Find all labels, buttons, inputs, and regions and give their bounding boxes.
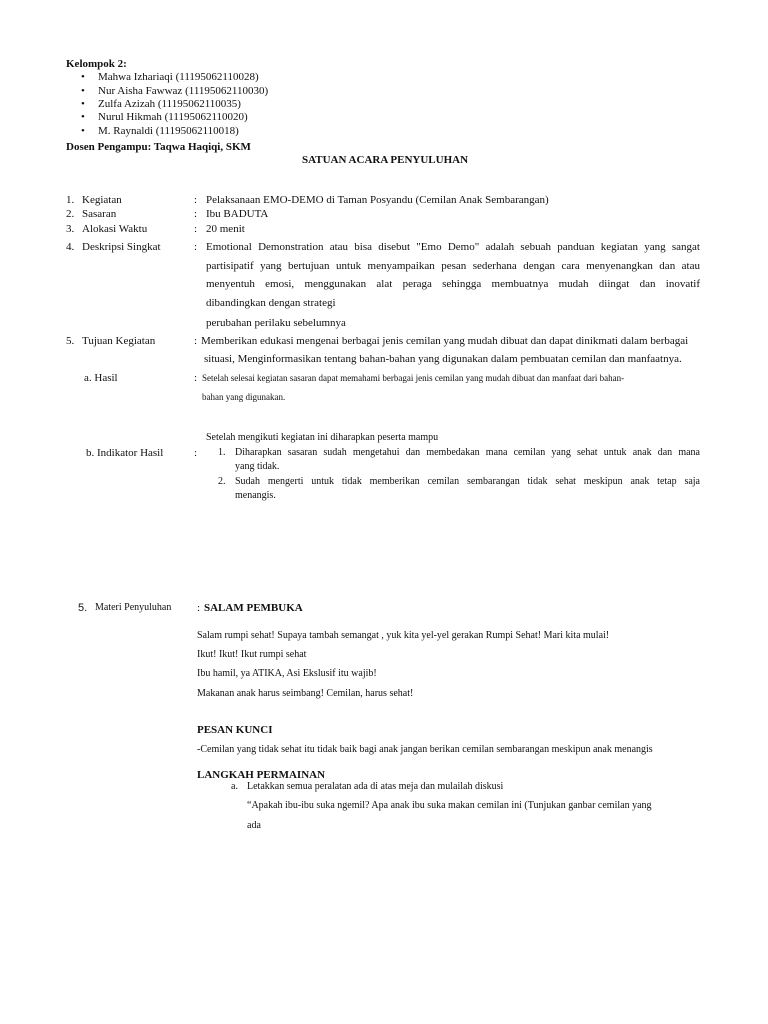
item-value: Pelaksanaan EMO-DEMO di Taman Posyandu (Cemilan Anak Sembarangan) — [206, 194, 549, 206]
greeting-line: Salam rumpi sehat! Supaya tambah semangat , yuk kita yel-yel gerakan Rumpi Sehat! Mari kita mulai! — [197, 630, 610, 641]
description-line: menyentuh emosi, menggunakan alat peraga sehingga membuatnya mudah diingat dan inovatif — [206, 278, 700, 290]
greeting-line: Ibu hamil, ya ATIKA, Asi Ekslusif itu wajib! — [197, 668, 377, 679]
sub-label: b. Indikator Hasil — [86, 447, 164, 459]
colon: : — [194, 241, 198, 253]
description-line: partisipatif yang bertujuan untuk menyampaikan pesan sederhana dengan cara menyenangkan dan atau — [206, 260, 700, 272]
page-title: SATUAN ACARA PENYULUHAN — [302, 154, 469, 166]
key-message: -Cemilan yang tidak sehat itu tidak baik bagi anak jangan berikan cemilan sembarangan meskipun anak menangis — [197, 744, 653, 755]
item-label: Alokasi Waktu — [82, 223, 148, 235]
colon: : — [197, 602, 201, 614]
item-num: 2. — [66, 208, 75, 220]
colon: : — [194, 447, 198, 459]
result-line: bahan yang digunakan. — [202, 392, 286, 402]
indicator-num: 1. — [218, 447, 226, 458]
result-line: Setelah selesai kegiatan sasaran dapat memahami berbagai jenis cemilan yang mudah dibuat dan manfaat dari bahan- — [202, 373, 625, 383]
member-item: • Mahwa Izhariaqi (11195062110028) — [98, 70, 259, 84]
step-letter: a. — [231, 781, 238, 792]
indicator-line: menangis. — [235, 490, 276, 501]
lecturer: Dosen Pengampu: Taqwa Haqiqi, SKM — [66, 141, 251, 153]
member-item: • Zulfa Azizah (11195062110035) — [98, 97, 241, 111]
section-heading: PESAN KUNCI — [197, 724, 273, 736]
indicator-line: Sudah mengerti untuk tidak memberikan cemilan sembarangan tidak sehat meskipun anak tetap saja — [235, 476, 700, 487]
item-num: 4. — [66, 241, 75, 253]
item-num: 5. — [66, 335, 75, 347]
colon: : — [194, 208, 198, 220]
description-line: Emotional Demonstration atau bisa disebut "Emo Demo" adalah sebuah panduan kegiatan yang sangat — [206, 241, 700, 253]
greeting-line: Ikut! Ikut! Ikut rumpi sehat — [197, 649, 307, 660]
indicator-intro: Setelah mengikuti kegiatan ini diharapkan peserta mampu — [206, 432, 439, 443]
section-heading: LANGKAH PERMAINAN — [197, 769, 326, 781]
item-value: 20 menit — [206, 223, 245, 235]
objective-line: situasi, Menginformasikan tentang bahan-bahan yang digunakan dalam pembuatan cemilan dan manfaatnya. — [204, 353, 682, 365]
item-value: Ibu BADUTA — [206, 208, 269, 220]
group-label: Kelompok 2: — [66, 58, 127, 70]
step-text: Letakkan semua peralatan ada di atas meja dan mulailah diskusi — [247, 781, 504, 792]
member-item: • M. Raynaldi (11195062110018) — [98, 124, 239, 138]
item-num: 3. — [66, 223, 75, 235]
description-line: dibandingkan dengan strategi — [206, 297, 336, 309]
member-item: • Nurul Hikmah (11195062110020) — [98, 110, 248, 124]
quote-line: ada — [247, 820, 261, 831]
section-heading: SALAM PEMBUKA — [204, 602, 303, 614]
sub-label: a. Hasil — [84, 372, 118, 384]
item-label: Tujuan Kegiatan — [82, 335, 156, 347]
indicator-line: Diharapkan sasaran sudah mengetahui dan membedakan mana cemilan yang sehat untuk anak dan mana — [235, 447, 700, 458]
item-num: 5. — [78, 602, 88, 614]
indicator-line: yang tidak. — [235, 461, 280, 472]
greeting-line: Makanan anak harus seimbang! Cemilan, harus sehat! — [197, 688, 414, 699]
description-line: perubahan perilaku sebelumnya — [206, 317, 346, 329]
item-label: Kegiatan — [82, 194, 122, 206]
item-label: Deskripsi Singkat — [82, 241, 161, 253]
member-item: • Nur Aisha Fawwaz (11195062110030) — [98, 84, 268, 98]
item-label: Materi Penyuluhan — [95, 602, 172, 613]
colon: : — [194, 372, 198, 384]
colon: : — [194, 223, 198, 235]
objective-line: Memberikan edukasi mengenai berbagai jenis cemilan yang mudah dibuat dan dapat dinikmati dalam berbagai — [201, 335, 689, 347]
colon: : — [194, 194, 198, 206]
item-num: 1. — [66, 194, 75, 206]
item-label: Sasaran — [82, 208, 117, 220]
indicator-num: 2. — [218, 476, 226, 487]
colon: : — [194, 335, 198, 347]
quote-line: “Apakah ibu-ibu suka ngemil? Apa anak ibu suka makan cemilan ini (Tunjukan ganbar cemilan yang — [247, 800, 652, 811]
